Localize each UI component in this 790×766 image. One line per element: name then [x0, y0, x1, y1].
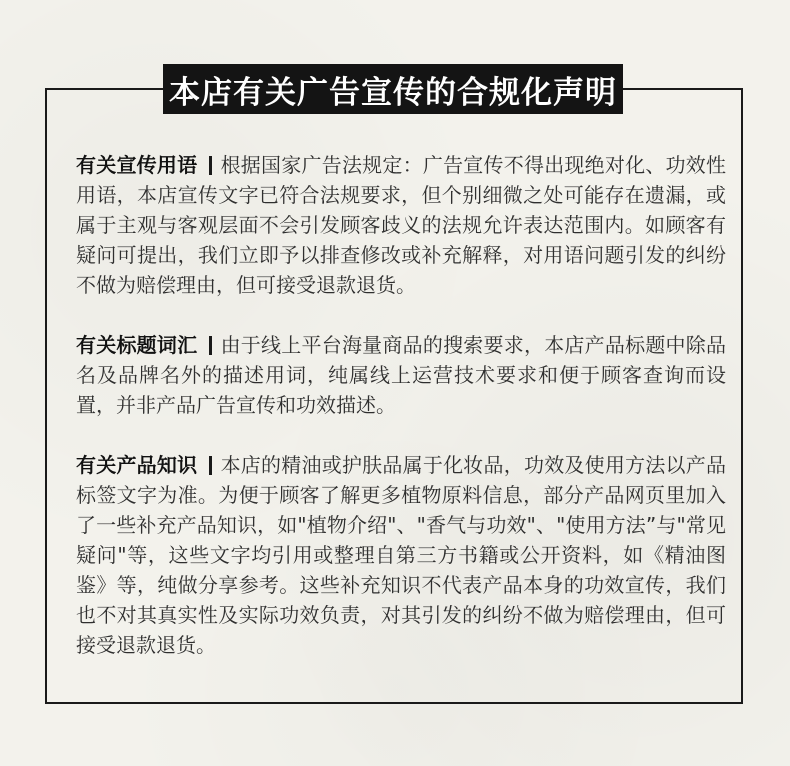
section-body: 由于线上平台海量商品的搜索要求，本店产品标题中除品名及品牌名外的描述用词，纯属线上运营技术要求和便于顾客查询而设置，并非产品广告宣传和功效描述。 [76, 333, 727, 417]
section-promotional-language [76, 150, 726, 300]
section-heading: 有关宣传用语 [76, 153, 198, 177]
separator-bar [209, 456, 212, 475]
section-body: 本店的精油或护肤品属于化妆品，功效及使用方法以产品标签文字为准。为便于顾客了解更多植物原料信息，部分产品网页里加入了一些补充产品知识，如"植物介绍"、"香气与功效"、"使用方法”与"常见疑问"等，这些文字均引用或整理自第三方书籍或公开资料，如《精油图鉴》等，纯做分享参考。这些补充知识不代表产品本身的功效宣传，我们也不对其真实性及实际功效负责，对其引发的纠纷不做为赔偿理由，但可接受退款退货。 [76, 453, 727, 657]
section-body: 根据国家广告法规定：广告宣传不得出现绝对化、功效性用语，本店宣传文字已符合法规要求，但个别细微之处可能存在遗漏，或属于主观与客观层面不会引发顾客歧义的法规允许表达范围内。如顾客有疑问可提出，我们立即予以排查修改或补充解释，对用语问题引发的纠纷不做为赔偿理由，但可接受退款退货。 [76, 153, 727, 297]
section-heading: 有关产品知识 [76, 453, 198, 477]
page-title: 本店有关广告宣传的合规化声明 [169, 74, 617, 111]
separator-bar [209, 336, 212, 355]
separator-bar [209, 156, 212, 175]
section-product-knowledge [76, 450, 726, 660]
section-title-vocabulary [76, 330, 726, 420]
title-banner [163, 64, 623, 114]
section-heading: 有关标题词汇 [76, 333, 198, 357]
